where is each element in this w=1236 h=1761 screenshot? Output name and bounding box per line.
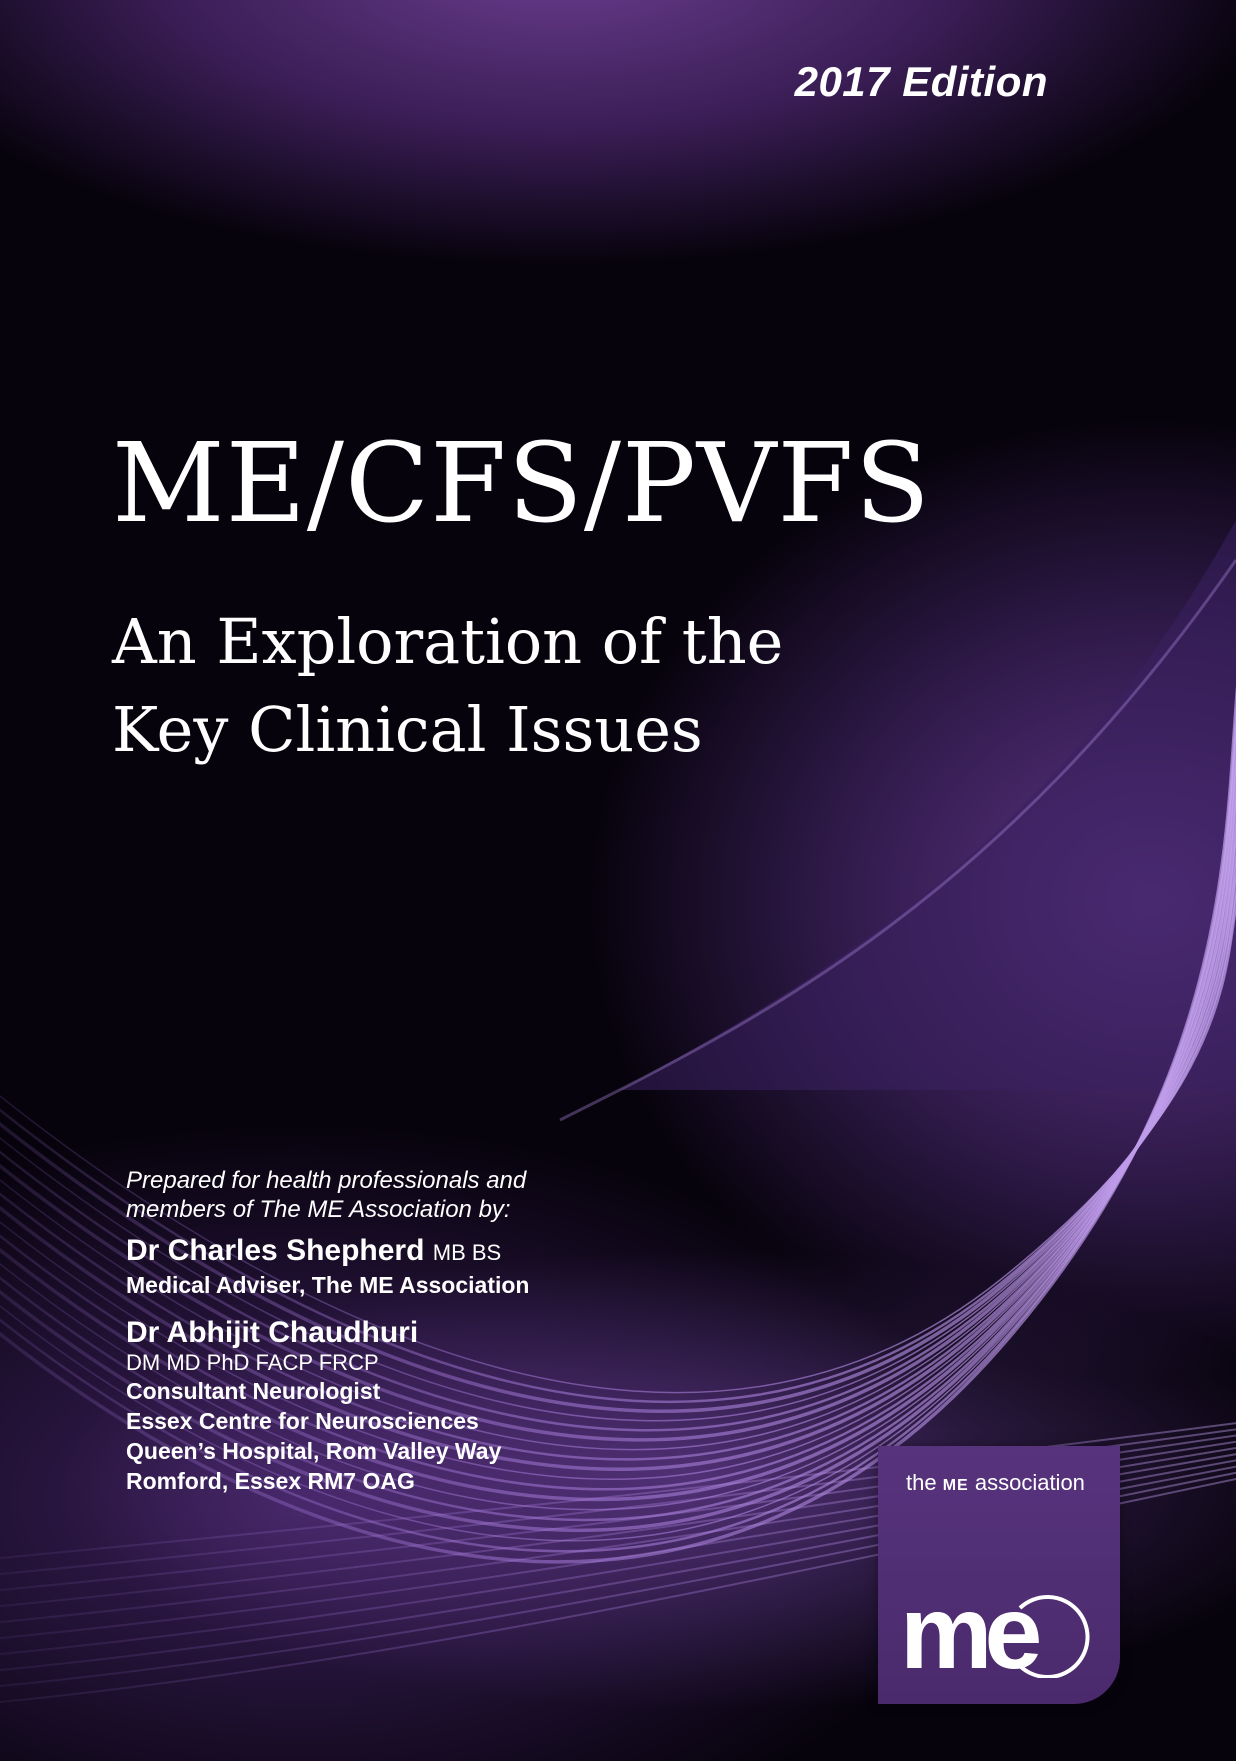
- prepared-line: Prepared for health professionals and: [126, 1167, 527, 1194]
- author-2-detail-line: Queen’s Hospital, Rom Valley Way: [126, 1438, 502, 1464]
- me-association-logo-badge: [878, 1446, 1120, 1704]
- prepared-line: members of The ME Association by:: [126, 1196, 511, 1223]
- badge-suffix: association: [974, 1470, 1085, 1495]
- badge-me: ME: [942, 1477, 969, 1494]
- author-1-name: Dr Charles Shepherd: [126, 1234, 425, 1267]
- subtitle-line: An Exploration of the: [112, 605, 784, 678]
- badge-wordmark: [906, 1470, 1085, 1496]
- author-2-qualifications: DM MD PhD FACP FRCP: [126, 1350, 379, 1375]
- me-logo-icon: [900, 1586, 1096, 1678]
- author-1-role: Medical Adviser, The ME Association: [126, 1272, 530, 1298]
- book-title: ME/CFS/PVFS: [112, 419, 932, 547]
- badge-prefix: the: [906, 1470, 937, 1495]
- svg-text:me: me: [900, 1586, 1035, 1678]
- author-2-detail-line: Essex Centre for Neurosciences: [126, 1408, 479, 1434]
- author-credits: [126, 1166, 686, 1496]
- author-2-detail-line: Romford, Essex RM7 OAG: [126, 1468, 415, 1494]
- subtitle-line: Key Clinical Issues: [112, 693, 703, 766]
- prepared-for-note: [126, 1166, 686, 1224]
- book-subtitle: [112, 598, 783, 774]
- edition-label: 2017 Edition: [794, 58, 1048, 105]
- author-1-name-row: [126, 1234, 686, 1270]
- spacer: [126, 1300, 686, 1316]
- author-2-name: Dr Abhijit Chaudhuri: [126, 1316, 419, 1349]
- author-2-detail-line: Consultant Neurologist: [126, 1378, 381, 1404]
- author-1-qualifications: MB BS: [432, 1240, 502, 1265]
